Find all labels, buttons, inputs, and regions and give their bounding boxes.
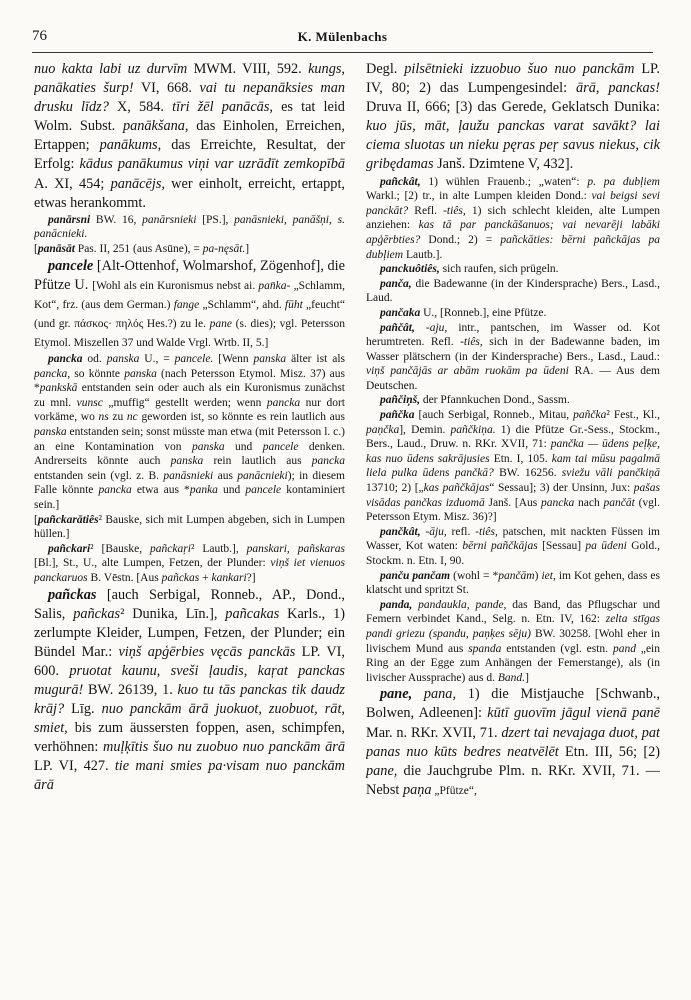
example-text: kas pañčkājas [423,482,490,495]
entry-text: aus [213,469,238,482]
example-text: dzert tai nevajaga duot, pat panas nuo kūts bedres neatvēlēt [366,724,660,760]
headword: pañčât, [380,321,415,334]
example-text: pruotat kaunu, sveši ļaudis, kaŗat panckas mugurā! [34,662,345,698]
entry-text: [PS.], [196,213,235,226]
entry-text: Degl. [366,61,405,77]
example-text: panāsnieki [163,469,214,482]
example-text: pane, [366,762,398,779]
entry-text: und [217,484,246,497]
example-text: viņš iet vienuos panckaruos [34,557,345,584]
entry-text: LP. VI, 427. [34,758,115,775]
example-text: kankari [211,571,247,584]
entry-text: A. XI, 454; [34,175,111,192]
example-text: pancele [245,484,282,497]
header-rule [32,52,653,53]
example-text: panska [253,353,287,365]
entry-text: bis zum äussersten foppen, asen, schimpfen, verhöhnen: [34,720,345,756]
example-text: pašas visādas pančkas izduomā [366,482,660,509]
dictionary-entry [366,393,660,408]
example-text: kam tai mūsu pagalmā liela pulka ūdens pančkā? [366,452,660,480]
entry-text: im Kot gehen, dass es klatscht und spritzt St. [366,569,660,597]
entry-text: B. Vēstn. [Aus [87,571,162,584]
example-text: pandaukla, pande, [418,598,507,611]
example-text: pa ūdeni [585,540,627,553]
etymology-note: fūht [284,298,303,311]
headword: pañckas [48,586,97,603]
example-text: kas tā par panckāšanuos; vai nevarēji labāki apģērbties? [366,219,660,246]
entry-text: das Erreichte, Resultat, der Erfolg: [34,137,345,173]
example-text: pančka — ūdens peļķe, kas nuo ūdens sakrājusies [366,438,660,465]
entry-text: der Pfannkuchen Dond., Sassm. [419,394,570,407]
etymology-note: „Pfütze“, [431,784,477,797]
headword: pañckât, [380,175,421,188]
entry-text: “ Sessau]; 3) der Unsinn, Jux: [489,482,634,495]
example-text: panska [106,353,140,365]
entry-text: ² Lautb.], [190,542,247,555]
entry-text: es tat leid Wolm. Subst. [34,99,345,135]
example-text: panska [34,425,67,438]
example-text: panāsnieki, panāšņi, s. panācnieki. [34,213,345,241]
example-text: -aju, [425,321,448,334]
page-header [32,28,653,50]
entry-text [415,322,426,334]
entry-text: VI, 668. [133,80,200,97]
entry-text: MWM. VIII, 592. [187,61,309,77]
example-text: ns [98,411,109,424]
headword: panārsni [48,213,91,226]
entry-text: so könnte [70,367,125,380]
headword: pančkât, [380,525,421,538]
entry-text: ?] [246,571,256,584]
dictionary-entry [366,175,660,263]
headword: pane, [380,686,413,703]
entry-text: älter ist als [286,353,345,365]
dictionary-entry [366,321,660,394]
entry-text: refl. [446,525,476,538]
example-text: pancka [541,496,575,509]
headword: pañčiņš, [380,394,420,407]
left-column [34,60,345,990]
example-text: ārā, panckas! [576,80,660,97]
example-text: vai beigsi sevi panckāt? [366,190,660,217]
entry-text: Druva II, 666; [3) das Gerede, Geklatsch Dunika: [366,99,660,116]
dictionary-entry [366,60,660,175]
example-text: kūtī guovīm jāgul vienā panē [487,705,660,722]
entry-text: denken. Andrerseits könnte auch [34,440,345,468]
entry-text: [ [34,513,38,526]
dictionary-entry [366,408,660,525]
entry-text: patschen, mit nackten Füssen im Wasser, Kot waten: [366,525,660,553]
example-text: panācējs, [110,175,165,192]
entry-text: + [199,571,212,584]
entry-text: 1) wühlen Frauenb.; „waten“: [420,175,588,188]
entry-text: Gold., Stockm. n. Etn. I, 90. [366,540,660,567]
example-text: pañčkiņa. [450,423,496,436]
entry-text: die Jauchgrube Plm. n. RKr. XVII, 71. — Nebst [366,762,660,798]
entry-text: [auch Serbigal, Ronneb., Mitau, [414,409,574,422]
headword: pañčka [380,409,415,422]
entry-text: wer einholt, erreicht, ertappt, etwas herankommt. [34,175,345,211]
example-text: paņa [402,781,432,798]
entry-text: 1) die Mistjauche [Schwanb., Bolwen, Adleenen]: [366,686,660,722]
example-text: viņš pančājās ar abām ruokām pa ūdeni [366,365,569,378]
entry-text: LP. VI, 600. [34,643,345,679]
headword: panckuôtiês, [380,263,440,276]
example-text: sviežu vāli pančkiņā [561,467,660,480]
example-text: iet, [541,569,556,582]
entry-text: ² Dunika, Līn.], [120,605,226,622]
dictionary-entry [34,352,345,513]
entry-text: [auch Serbigal, Ronneb., AP., Dond., Salis, [34,586,345,622]
example-text: viņš apģērbies vęcās panckās [118,643,296,660]
entry-text: entstanden (vgl. estn. [501,642,613,655]
entry-text: Janš. Dzimtene V, 432]. [433,156,574,173]
entry-text: und [224,440,263,453]
example-text: vai tu nepanāksies man drusku līdz? [34,80,345,116]
example-text: pančāt [603,496,635,509]
entry-text: 13710; 2) [„ [366,482,424,495]
headword: panču pančam [380,569,451,582]
dictionary-entry [34,242,345,257]
dictionary-entry [34,542,345,586]
headword: pancele [48,257,94,274]
entry-text: Lautb.]. [403,248,443,261]
example-text: kuo jūs, māt, ļaužu panckas varat savākt? lai ciema sluotas un nieku pęras peŗ savus niekus, cik gribędamas [366,118,660,173]
example-text: bērni pañčkājas [462,540,538,553]
entry-text: zu [108,411,127,424]
example-text: -āju, [425,525,447,538]
entry-text: BW. 26139, 1. [83,681,178,698]
entry-text: sich raufen, sich prügeln. [439,263,559,276]
entry-text: ] [525,671,529,684]
example-text: panska [170,455,204,468]
entry-text: 1) sich schlecht kleiden, alte Lumpen anziehen: [366,204,660,232]
example-text: paņčka [366,423,400,436]
example-text: spanda [468,642,502,655]
entry-text: sich in der Badewanne baden, im Wasser plätschern (in der Kindersprache) Bers., Lasd., Laud.: [366,336,660,363]
entry-text: ² Bauske, sich mit Lumpen abgeben, sich in Lumpen hüllen.] [34,513,345,541]
etymology-note: „Schlamm“, ahd. [199,298,285,311]
entry-text: (vgl. Petersson Etym. Misz. 36)?] [366,496,660,524]
dictionary-entry [34,513,345,542]
example-text: pilsētnieki izzuobuo šuo nuo panckām [404,61,635,77]
dictionary-entry [34,213,345,242]
example-text: pand [612,642,636,655]
example-text: pana, [423,686,457,703]
etymology-note: [Wohl als ein Kuronismus nebst ai. [92,279,259,292]
entry-text: [Bl.], St., U., alte Lumpen, Fetzen, der Plunder: [34,557,271,570]
entry-text: [Sessau] [537,540,586,553]
entry-text: Refl. [408,204,444,217]
dictionary-entry [366,598,660,686]
example-text: panka [189,484,218,497]
entry-text: X, 584. [108,99,173,116]
entry-text: [ [34,242,38,255]
example-text: pañckas [161,571,200,584]
example-text: panācnieki [237,469,288,482]
entry-text: kontaminiert sein.] [34,484,345,511]
headword: panāsāt [37,242,75,255]
entry-text: ] [245,242,250,255]
etymology-note: pane [209,317,232,330]
entry-text: „ein Ring an der Egge zum Anhängen der Femerstange), als (in livischer Aussprache) aus d. [366,642,660,684]
dictionary-entry [34,60,345,213]
example-text: Band. [497,671,526,684]
entry-text: U., = [139,353,175,365]
entry-text: Dond.; 2) = [420,233,501,246]
example-text: kādus panākumus viņi var uzrādīt zemkopībā [79,156,345,173]
dictionary-entry [366,306,660,321]
entry-text: (nach Petersson Etymol. Misz. 37) aus * [34,367,345,395]
entry-text: BW. 16, [90,213,143,226]
example-text: pankskā [39,382,78,395]
entry-text: ² [Bauske, [90,542,151,555]
entry-text: Janš. [Aus [484,496,542,509]
example-text: panākums, [99,137,162,154]
etymology-note: „Schlamm, Kot“, frz. (aus dem German.) [34,279,345,311]
example-text: vunsc [76,396,103,409]
page-number: 76 [32,28,47,44]
dictionary-entry [34,586,345,796]
example-text: tīri žēl panācās, [172,99,273,116]
entry-text: Līg. [64,701,102,718]
example-text: panākšana, [122,118,189,135]
example-text: -tiês, [475,525,498,538]
etymology-note: (s. dies); vgl. Petersson Etymol. Miszellen 37 und Walde Vrgl. Wrtb. II, 5.] [34,317,345,349]
entry-text: entstanden sein (vgl. z. B. [34,469,164,482]
example-text: pancele. [174,353,214,365]
dictionary-entry [366,525,660,569]
entry-text: ], Demin. [399,423,451,436]
headword: pañckari [48,542,91,555]
headword: pancka [48,353,83,365]
example-text: kuo tu tās panckas tik daudz krāj? [34,681,345,718]
entry-text: [Wenn [213,353,254,365]
entry-text: ); in diesem Falle könnte [34,469,345,497]
running-title: K. Mülenbachs [297,29,388,44]
example-text: pancka [266,396,301,409]
example-text: pancka [311,455,345,468]
entry-text: RA. — Aus dem Deutschen. [366,365,660,392]
entry-text: [Alt-Ottenhof, Wolmarshof, Zögenhof], die Pfütze U. [34,257,345,293]
entry-text: 1) die Pfütze Gr.-Sess., Stockm., Bers., Laud., Druw. n. RKr. XVII, 71: [366,423,660,451]
example-text: p. pa dubļiem [587,175,660,188]
example-text: pañckaŗi [150,542,191,555]
example-text: pancka [98,484,132,497]
entry-text: nur dort vorkäme, wo [34,396,345,424]
dictionary-entry [366,569,660,598]
entry-text: BW. 30258. [Wohl eher in livischem Mund aus [366,627,660,655]
entry-text: Pas. II, 251 (aus Asūne), = [74,242,203,255]
example-text: nuo panckām ārā juokuot, zuobuot, rāt, smiet, [34,701,345,737]
entry-text: Karls., 1) zerlumpte Kleider, Lumpen, Fetzen, der Plunder; ein Bündel Mar.: [34,605,345,660]
headword: panda, [380,598,413,611]
dictionary-entry [366,277,660,306]
example-text: pa-nęsāt. [202,242,246,255]
example-text: -tiês, [460,336,483,349]
example-text: panska [124,367,157,380]
example-text: pancka, [34,367,71,380]
entry-text: das Einholen, Erreichen, Ertappen; [34,118,345,154]
right-column [366,60,660,990]
entry-text: LP. IV, 80; 2) das Lumpengesindel: [366,61,660,97]
example-text: panska [192,440,225,453]
headword: pañckarātiês [37,513,99,526]
headword: pančaka [380,306,421,319]
example-text: pañcakas [225,605,280,622]
etymology-note: pan̄ka- [258,279,291,292]
entry-text: ) [534,569,542,582]
example-text: pañckas [73,605,121,622]
dictionary-entry [366,685,660,800]
entry-text: BW. 16256. [493,467,562,480]
example-text: -tiês, [443,204,466,217]
example-text: zelta stīgas pandi griezu (spandu, paņķes sēju) [366,613,660,640]
example-text: pancele [262,440,299,453]
dictionary-entry [366,262,660,277]
entry-text: U., [Ronneb.], eine Pfütze. [420,306,547,319]
entry-text: (wohl = * [450,569,499,582]
entry-text: das Band, das Pflugschar und Femern verbindet Kand., Selg. n. Etn. IV, 162: [366,598,660,626]
example-text: nc [126,411,138,424]
example-text: muļķītis šuo nu zuobuo nuo panckām ārā [103,739,345,756]
example-text: panārsnieki [142,213,197,226]
entry-text: geworden ist, so könnte es rein lautlich aus [137,411,345,424]
entry-text: „muffig“ gestellt werden; wenn [102,396,267,409]
entry-text: intr., pantschen, im Wasser od. Kot herumtreten. Refl. [366,321,660,349]
example-text: pančām [498,569,535,582]
entry-text: od. [82,353,107,365]
example-text: panskari, pañskaras [246,542,345,555]
dictionary-entry [34,257,345,352]
entry-text: entstanden sein; sonst müsste man etwa (mit Petersson l. c.) an eine Kontamination von [34,425,345,453]
entry-text: ² Fest., Kl., [606,409,660,422]
entry-text: entstanden sein oder auch als ein Kuronismus zunächst zu mnl. [34,382,345,409]
entry-text: nach [574,496,604,509]
example-text: pañčka [573,409,607,422]
entry-text: die Badewanne (in der Kindersprache) Bers., Lasd., Laud. [366,277,660,305]
entry-text: etwa aus * [131,484,190,497]
entry-text: Mar. n. RKr. XVII, 71. [366,724,502,741]
entry-text: Warkl.; [2) tr., in alte Lumpen kleiden Dond.: [366,190,592,203]
example-text: nuo kakta labi uz durvīm [34,61,188,77]
headword: panča, [380,277,412,290]
etymology-note: fange [173,298,200,311]
entry-text: Etn. III, 56; [2) [558,743,660,760]
example-text: pañckāties: bērni pañckājas pa dubļiem [366,233,660,261]
example-text: kungs, panākaties šurp! [34,61,345,97]
etymology-note: „feucht“ (und gr. πάσκος· πηλός Hes.?) zu le. [34,298,345,330]
example-text: tie mani smies pa·visam nuo panckām ārā [34,758,345,794]
entry-text [412,686,424,702]
entry-text: Etn. I, 105. [489,452,552,465]
entry-text: rein lautlich aus [203,455,312,468]
